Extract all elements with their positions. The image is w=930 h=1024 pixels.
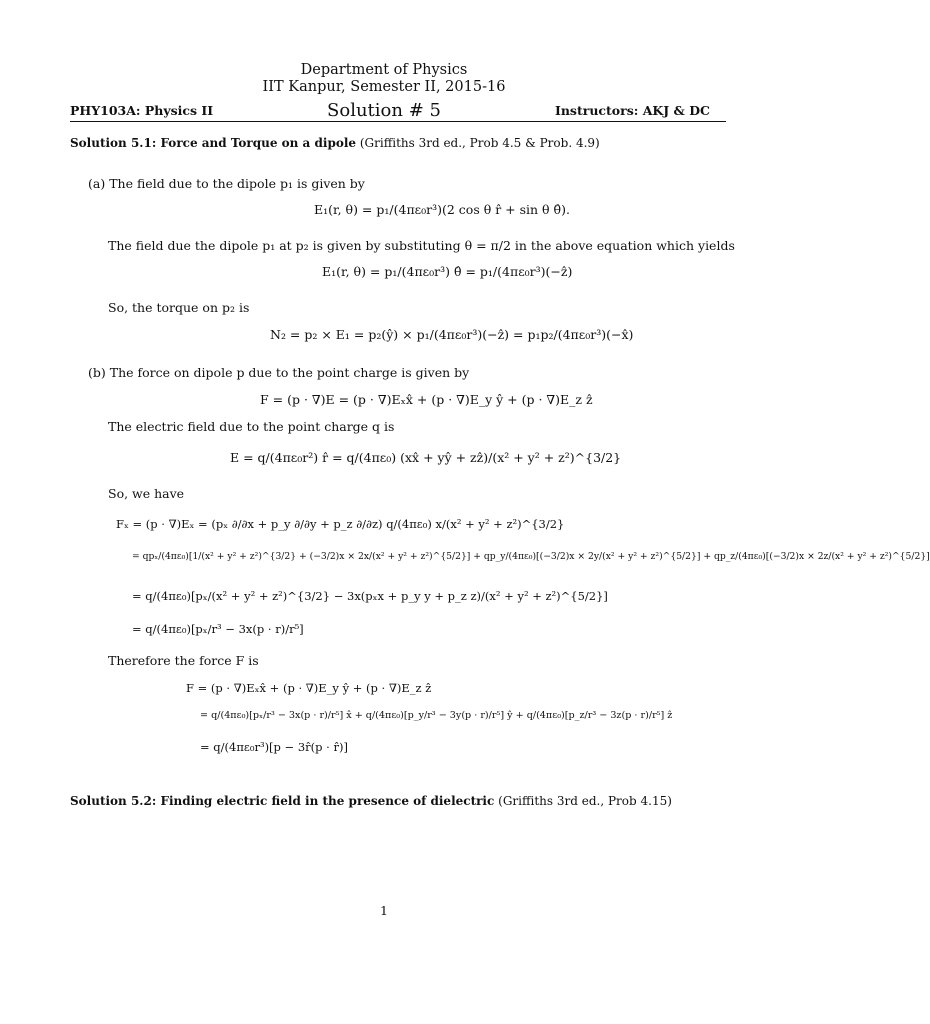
equation-b3-line1: Fₓ = (p · ∇)Eₓ = (pₓ ∂/∂x + p_y ∂/∂y + p_z ∂/∂z) q/(4πε₀) x/(x² + y² + z²)^{3/2} [116,517,565,531]
course-code: PHY103A: Physics II [70,103,214,118]
part-a-text-2: The field due the dipole p₁ at p₂ is given by substituting θ = π/2 in the above equation which yields [108,238,735,253]
section-label: Solution 5.2: Finding electric field in the presence of dielectric [70,794,495,808]
equation-b2: E = q/(4πε₀r²) r̂ = q/(4πε₀) (xx̂ + yŷ + zẑ)/(x² + y² + z²)^{3/2} [230,450,622,465]
equation-a2: E₁(r, θ) = p₁/(4πε₀r³) θ̂ = p₁/(4πε₀r³)(−ẑ) [322,264,573,279]
header-divider [70,121,726,122]
part-a-intro-text: The field due to the dipole p₁ is given by [109,176,365,191]
page-number: 1 [380,903,388,918]
section-heading-5-1 [70,136,600,150]
part-a-label: (a) [88,176,106,191]
section-reference: (Griffiths 3rd ed., Prob 4.15) [498,794,672,808]
part-a-intro [88,176,365,191]
part-b-text-3: So, we have [108,486,185,501]
section-heading-5-2 [70,794,672,808]
section-label: Solution 5.1: Force and Torque on a dipole [70,136,357,150]
part-a-text-3: So, the torque on p₂ is [108,300,250,315]
part-b-label: (b) [88,365,106,380]
equation-b3-line2: = qpₓ/(4πε₀)[1/(x² + y² + z²)^{3/2} + (−3/2)x × 2x/(x² + y² + z²)^{5/2}] + qp_y/(4πε₀)[(−3/2)x × 2y/(x² + y² + z²)^{5/2}] + qp_z/(4πε₀)[(−3/2)x × 2z/(x² + y² + z²)^{5/2}] [132,551,930,562]
equation-b3-line4: = q/(4πε₀)[pₓ/r³ − 3x(p · r)/r⁵] [132,622,304,636]
part-b-text-4: Therefore the force F is [108,653,259,668]
department-name: Department of Physics [300,62,468,78]
equation-b1: F = (p · ∇)E = (p · ∇)Eₓx̂ + (p · ∇)E_y ŷ + (p · ∇)E_z ẑ [260,392,593,407]
equation-b4-line1: F = (p · ∇)Eₓx̂ + (p · ∇)E_y ŷ + (p · ∇)E_z ẑ [186,681,432,695]
part-b-intro [88,365,469,380]
equation-a3: N₂ = p₂ × E₁ = p₂(ŷ) × p₁/(4πε₀r³)(−ẑ) = p₁p₂/(4πε₀r³)(−x̂) [270,327,634,342]
equation-b4-line2: = q/(4πε₀)[pₓ/r³ − 3x(p · r)/r⁵] x̂ + q/(4πε₀)[p_y/r³ − 3y(p · r)/r⁵] ŷ + q/(4πε₀)[p_z/r³ − 3z(p · r)/r⁵] ẑ [200,710,673,721]
part-b-text-2: The electric field due to the point charge q is [108,419,395,434]
instructors: Instructors: AKJ & DC [555,103,710,118]
equation-b4-line3: = q/(4πε₀r³)[p − 3r̂(p · r̂)] [200,740,348,754]
equation-a1: E₁(r, θ) = p₁/(4πε₀r³)(2 cos θ r̂ + sin θ θ̂). [314,202,570,217]
equation-b3-line3: = q/(4πε₀)[pₓ/(x² + y² + z²)^{3/2} − 3x(pₓx + p_y y + p_z z)/(x² + y² + z²)^{5/2}] [132,589,608,603]
institute-semester: IIT Kanpur, Semester II, 2015-16 [262,79,506,95]
part-b-intro-text: The force on dipole p due to the point charge is given by [109,365,470,380]
section-reference: (Griffiths 3rd ed., Prob 4.5 & Prob. 4.9) [359,136,600,150]
page-title: Solution # 5 [327,100,441,121]
header-department-block [0,62,768,96]
